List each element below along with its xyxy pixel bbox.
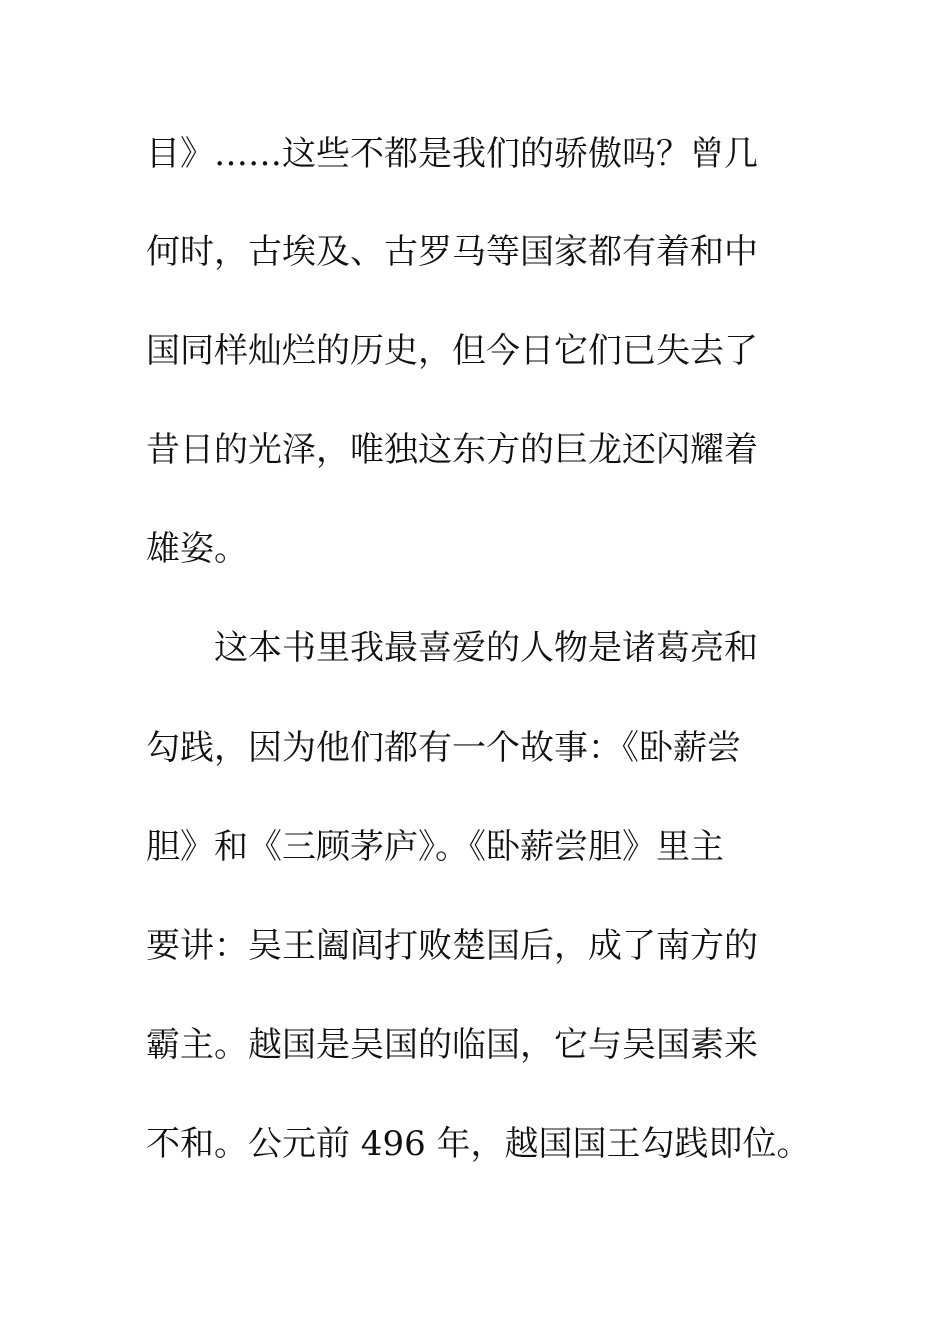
text-line-8: 胆》和《三顾茅庐》。《卧薪尝胆》里主 (146, 827, 724, 867)
paragraph-start-line: 这本书里我最喜爱的人物是诸葛亮和 (214, 628, 758, 668)
text-line-2: 何时，古埃及、古罗马等国家都有着和中 (146, 232, 758, 272)
text-line-11: 不和。公元前 496 年，越国国王勾践即位。 (146, 1124, 811, 1164)
text-line-7: 勾践，因为他们都有一个故事：《卧薪尝 (146, 728, 741, 768)
text-line-5: 雄姿。 (146, 529, 248, 569)
text-line-10: 霸主。越国是吴国的临国，它与吴国素来 (146, 1025, 758, 1065)
text-line-3: 国同样灿烂的历史，但今日它们已失去了 (146, 331, 758, 371)
text-line-9: 要讲：吴王阖闾打败楚国后，成了南方的 (146, 926, 758, 966)
text-line-1: 目》……这些不都是我们的骄傲吗？曾几 (146, 134, 758, 174)
text-line-4: 昔日的光泽，唯独这东方的巨龙还闪耀着 (146, 430, 758, 470)
